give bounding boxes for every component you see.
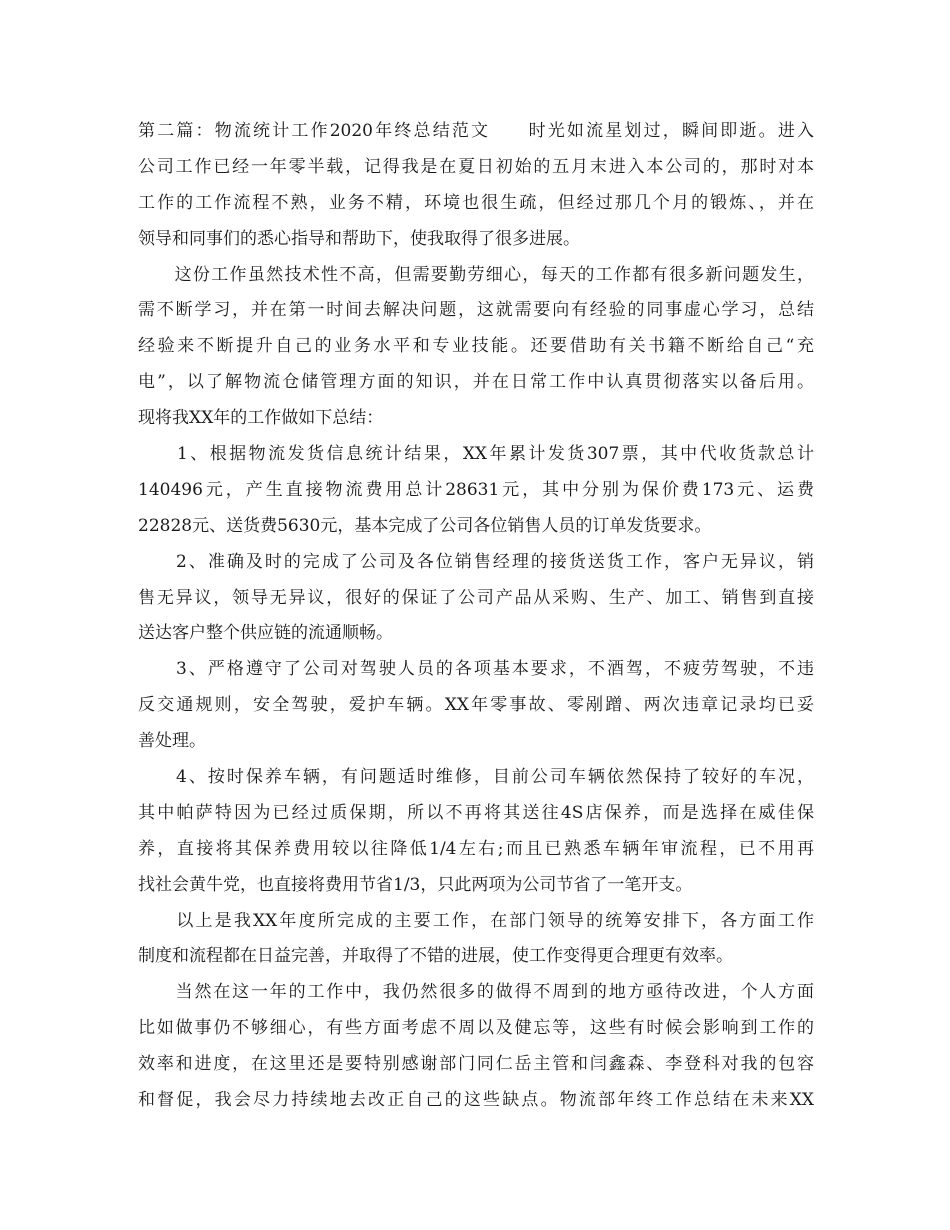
text-line: 领导和同事们的悉心指导和帮助下，使我取得了很多进展。 bbox=[138, 228, 580, 249]
text-line: 送达客户整个供应链的流通顺畅。 bbox=[138, 623, 393, 644]
text-line: 1、根据物流发货信息统计结果，XX年累计发货307票，其中代收货款总计 bbox=[138, 444, 814, 465]
text-line: 4、按时保养车辆，有问题适时维修，目前公司车辆依然保持了较好的车况， bbox=[138, 767, 814, 788]
text-line: 这份工作虽然技术性不高，但需要勤劳细心，每天的工作都有很多新问题发生， bbox=[138, 264, 814, 285]
text-line: 3、严格遵守了公司对驾驶人员的各项基本要求，不酒驾，不疲劳驾驶，不违 bbox=[138, 659, 814, 680]
text-line: 第二篇：物流统计工作2020年终总结范文 时光如流星划过，瞬间即逝。进入 bbox=[138, 121, 814, 141]
text-line: 22828元、送货费5630元，基本完成了公司各位销售人员的订单发货要求。 bbox=[138, 515, 712, 536]
text-line: 其中帕萨特因为已经过质保期，所以不再将其送往4S店保养，而是选择在威佳保 bbox=[138, 802, 814, 823]
text-line: 售无异议，领导无异议，很好的保证了公司产品从采购、生产、加工、销售到直接 bbox=[138, 587, 814, 608]
text-line: 养，直接将其保养费用较以往降低1/4左右;而且已熟悉车辆年审流程，已不用再 bbox=[138, 838, 814, 859]
text-line: 善处理。 bbox=[138, 731, 206, 752]
text-line: 经验来不断提升自己的业务水平和专业技能。还要借助有关书籍不断给自己“充 bbox=[138, 336, 814, 357]
text-line: 需不断学习，并在第一时间去解决问题，这就需要向有经验的同事虚心学习，总结 bbox=[138, 300, 814, 321]
text-line: 当然在这一年的工作中，我仍然很多的做得不周到的地方亟待改进，个人方面 bbox=[138, 982, 814, 1003]
text-line: 找社会黄牛党，也直接将费用节省1/3，只此两项为公司节省了一笔开支。 bbox=[138, 874, 693, 895]
text-line: 140496元，产生直接物流费用总计28631元，其中分别为保价费173元、运费 bbox=[138, 479, 814, 500]
text-line: 现将我XX年的工作做如下总结： bbox=[138, 408, 384, 429]
text-line: 以上是我XX年度所完成的主要工作，在部门领导的统筹安排下，各方面工作 bbox=[138, 910, 814, 931]
text-line: 比如做事仍不够细心，有些方面考虑不周以及健忘等，这些有时候会影响到工作的 bbox=[138, 1018, 814, 1039]
text-line: 电”，以了解物流仓储管理方面的知识，并在日常工作中认真贯彻落实以备后用。 bbox=[138, 372, 814, 393]
text-line: 公司工作已经一年零半载，记得我是在夏日初始的五月末进入本公司的，那时对本 bbox=[138, 156, 814, 177]
text-line: 制度和流程都在日益完善，并取得了不错的进展，使工作变得更合理更有效率。 bbox=[138, 946, 733, 967]
document-body bbox=[138, 114, 814, 1119]
text-line: 和督促，我会尽力持续地去改正自己的这些缺点。物流部年终工作总结在未来XX bbox=[138, 1090, 814, 1111]
text-line: 工作的工作流程不熟，业务不精，环境也很生疏，但经过那几个月的锻炼、，并在 bbox=[138, 192, 814, 213]
text-line: 反交通规则，安全驾驶，爱护车辆。XX年零事故、零剐蹭、两次违章记录均已妥 bbox=[138, 695, 814, 716]
text-line: 2、准确及时的完成了公司及各位销售经理的接货送货工作，客户无异议，销 bbox=[138, 551, 814, 572]
text-line: 效率和进度，在这里还是要特别感谢部门同仁岳主管和闫鑫森、李登科对我的包容 bbox=[138, 1054, 814, 1075]
